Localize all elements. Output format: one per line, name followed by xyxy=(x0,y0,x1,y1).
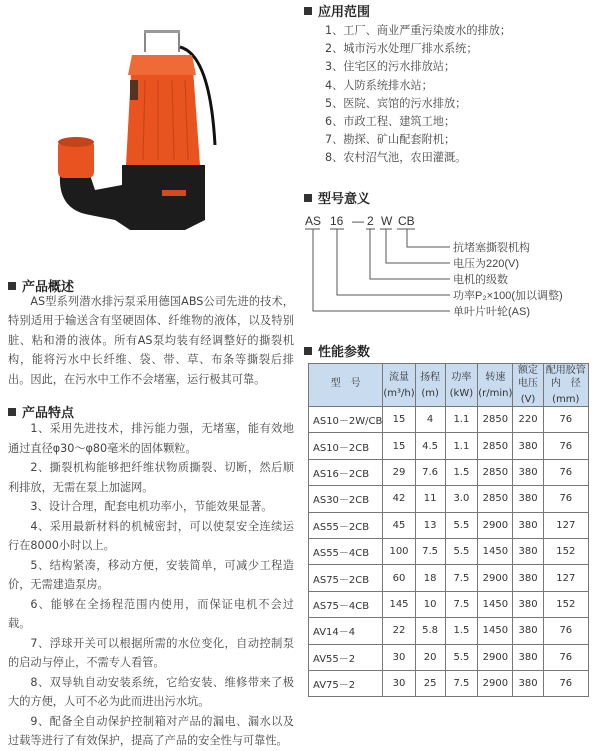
table-cell: 42 xyxy=(383,486,415,512)
table-cell: 152 xyxy=(543,591,588,617)
table-row xyxy=(309,618,589,644)
column-header-name: 扬程 xyxy=(420,371,441,383)
table-row xyxy=(309,433,589,459)
table-cell: 4 xyxy=(415,407,445,433)
table-cell: 5.5 xyxy=(445,644,478,670)
table-cell: 5.5 xyxy=(445,512,478,538)
feature-item: 9、配备全自动保护控制箱对产品的漏电、漏水以及过载等进行了有效保护，提高了产品的安全性与可靠性。 xyxy=(8,714,294,747)
table-cell: 5.8 xyxy=(415,618,445,644)
code-part: W xyxy=(381,214,393,228)
table-cell: 127 xyxy=(543,565,588,591)
table-row xyxy=(309,459,589,485)
table-cell: 3.0 xyxy=(445,486,478,512)
table-row xyxy=(309,644,589,670)
table-cell: 380 xyxy=(513,591,543,617)
table-cell: 4.5 xyxy=(415,433,445,459)
column-header xyxy=(513,364,543,407)
features-heading: 产品特点 xyxy=(8,402,74,421)
table-cell: 1450 xyxy=(478,538,513,564)
table-cell: 10 xyxy=(415,591,445,617)
model-cell: AV14－4 xyxy=(309,618,383,644)
application-item: 1、工厂、商业严重污染废水的排放； xyxy=(325,24,512,37)
square-bullet-icon xyxy=(8,408,16,416)
applications-heading: 应用范围 xyxy=(304,1,370,20)
table-cell: 2900 xyxy=(478,565,513,591)
square-bullet-icon xyxy=(304,347,312,355)
application-item: 5、医院、宾馆的污水排放； xyxy=(325,96,467,110)
table-cell: 76 xyxy=(543,486,588,512)
applications-list xyxy=(325,22,511,168)
table-cell: 29 xyxy=(383,459,415,485)
table-row xyxy=(309,538,589,564)
application-item: 4、人防系统排水站； xyxy=(325,78,433,92)
table-cell: 30 xyxy=(383,670,415,696)
column-header xyxy=(478,364,513,407)
table-row xyxy=(309,670,589,696)
table-cell: 380 xyxy=(513,565,543,591)
application-item: 2、城市污水处理厂排水系统； xyxy=(325,42,478,56)
column-header-unit: (V) xyxy=(520,394,536,405)
column-header-name: 流量 xyxy=(389,371,409,383)
column-header-name: 配用胶管内 径 xyxy=(545,365,586,389)
table-cell: 76 xyxy=(543,618,588,644)
table-cell: 1450 xyxy=(478,591,513,617)
code-part: 2 xyxy=(367,214,374,228)
performance-table xyxy=(308,363,589,697)
column-header xyxy=(445,364,478,407)
table-cell: 145 xyxy=(383,591,415,617)
code-part: AS xyxy=(305,214,322,228)
feature-item: 8、双导轨自动安装系统，它给安装、维修带来了极大的方便，人可不必为此而进出污水坑。 xyxy=(8,675,294,708)
table-cell: 1450 xyxy=(478,618,513,644)
feature-item: 1、采用先进技术，排污能力强，无堵塞，能有效地通过直径φ30～φ80毫米的固体颗粒。 xyxy=(8,422,294,455)
column-header-name: 转速 xyxy=(485,371,506,383)
model-cell: AS55－2CB xyxy=(309,512,383,538)
column-header-name: 型 号 xyxy=(330,378,361,389)
column-header-name: 功率 xyxy=(451,371,472,383)
overview-heading: 产品概述 xyxy=(8,276,74,295)
application-item: 6、市政工程、建筑工地； xyxy=(325,115,456,129)
table-cell: 2900 xyxy=(478,644,513,670)
table-row xyxy=(309,565,589,591)
code-label: 功率P₂×100(加以调整) xyxy=(453,290,563,302)
square-bullet-icon xyxy=(8,282,16,290)
table-cell: 2900 xyxy=(478,670,513,696)
table-cell: 76 xyxy=(543,459,588,485)
table-cell: 76 xyxy=(543,670,588,696)
feature-item: 2、撕裂机构能够把纤维状物质撕裂、切断，然后顺利排放，无需在泵上加滤网。 xyxy=(8,461,294,494)
table-cell: 76 xyxy=(543,433,588,459)
square-bullet-icon xyxy=(304,7,312,15)
column-header xyxy=(309,364,383,407)
table-row xyxy=(309,512,589,538)
table-cell: 15 xyxy=(383,433,415,459)
table-cell: 2850 xyxy=(478,433,513,459)
model-cell: AS55－4CB xyxy=(309,538,383,564)
feature-item: 4、采用最新材料的机械密封，可以使泵安全连续运行在8000小时以上。 xyxy=(8,519,294,552)
table-cell: 380 xyxy=(513,512,543,538)
feature-item: 6、能够在全扬程范围内使用，而保证电机不会过载。 xyxy=(8,597,294,630)
column-header-unit: (m³/h) xyxy=(383,387,415,399)
table-cell: 380 xyxy=(513,618,543,644)
table-cell: 1.1 xyxy=(445,407,478,433)
table-row xyxy=(309,486,589,512)
column-header xyxy=(383,364,415,407)
feature-item: 3、设计合理，配套电机功率小，节能效果显著。 xyxy=(30,500,273,513)
table-cell: 100 xyxy=(383,538,415,564)
table-cell: 1.5 xyxy=(445,459,478,485)
feature-item: 7、浮球开关可以根据所需的水位变化，自动控制泵的启动与停止，不需专人看管。 xyxy=(8,636,294,669)
table-cell: 25 xyxy=(415,670,445,696)
model-cell: AS10－2CB xyxy=(309,433,383,459)
code-label: 单叶片叶轮(AS) xyxy=(453,306,530,318)
table-cell: 18 xyxy=(415,565,445,591)
table-cell: 2850 xyxy=(478,486,513,512)
table-cell: 2850 xyxy=(478,407,513,433)
table-cell: 1.1 xyxy=(445,433,478,459)
feature-item: 5、结构紧凑，移动方便，安装简单，可减少工程造价，无需建造泵房。 xyxy=(8,558,294,591)
model-code-diagram xyxy=(300,205,600,325)
table-row xyxy=(309,407,589,433)
table-cell: 2850 xyxy=(478,459,513,485)
column-header xyxy=(415,364,445,407)
table-header-row xyxy=(309,364,589,407)
table-cell: 15 xyxy=(383,407,415,433)
table-cell: 380 xyxy=(513,459,543,485)
model-cell: AS16－2CB xyxy=(309,459,383,485)
table-cell: 13 xyxy=(415,512,445,538)
table-cell: 45 xyxy=(383,512,415,538)
table-cell: 1.5 xyxy=(445,618,478,644)
code-part: — xyxy=(352,214,364,228)
table-cell: 127 xyxy=(543,512,588,538)
model-meaning-heading: 型号意义 xyxy=(304,188,370,207)
features-list xyxy=(8,419,294,751)
table-cell: 76 xyxy=(543,644,588,670)
table-cell: 5.5 xyxy=(445,538,478,564)
table-cell: 7.6 xyxy=(415,459,445,485)
column-header-unit: (kW) xyxy=(449,387,474,399)
table-cell: 76 xyxy=(543,407,588,433)
code-part: CB xyxy=(398,214,415,228)
table-cell: 2900 xyxy=(478,512,513,538)
model-cell: AS30－2CB xyxy=(309,486,383,512)
table-cell: 11 xyxy=(415,486,445,512)
model-cell: AS10－2W/CB xyxy=(309,407,383,433)
table-cell: 380 xyxy=(513,538,543,564)
column-header-unit: (m) xyxy=(421,387,439,399)
table-cell: 60 xyxy=(383,565,415,591)
table-row xyxy=(309,591,589,617)
performance-heading: 性能参数 xyxy=(304,341,370,360)
table-cell: 220 xyxy=(513,407,543,433)
application-item: 3、住宅区的污水排放站； xyxy=(325,60,456,74)
column-header-unit: (mm) xyxy=(552,394,580,405)
model-cell: AS75－2CB xyxy=(309,565,383,591)
table-cell: 22 xyxy=(383,618,415,644)
column-header-name: 额定电压 xyxy=(518,365,539,389)
column-header-unit: (r/min) xyxy=(478,387,513,399)
overview-paragraph: AS型系列潜水排污泵采用德国ABS公司先进的技术，特别适用于输送含有坚硬固体、纤维物的液体，以及特别脏、粘和滑的液体。所有AS泵均装有经调整好的撕裂机构，能将污水中长纤维、袋、带、草、布条等撕裂后排出。因此，在污水中工作不会堵塞，运行极其可靠。 xyxy=(8,295,294,386)
application-item: 8、农村沼气池，农田灌溉。 xyxy=(325,151,467,165)
table-cell: 152 xyxy=(543,538,588,564)
code-label: 电压为220(V) xyxy=(453,258,520,270)
code-label: 抗堵塞撕裂机构 xyxy=(453,242,530,254)
table-cell: 380 xyxy=(513,670,543,696)
table-cell: 20 xyxy=(415,644,445,670)
column-header xyxy=(543,364,588,407)
table-cell: 380 xyxy=(513,644,543,670)
table-cell: 380 xyxy=(513,486,543,512)
table-cell: 7.5 xyxy=(445,670,478,696)
application-item: 7、勘探、矿山配套附机； xyxy=(325,133,456,147)
table-cell: 30 xyxy=(383,644,415,670)
square-bullet-icon xyxy=(304,194,312,202)
table-cell: 7.5 xyxy=(415,538,445,564)
code-part: 16 xyxy=(330,214,344,228)
table-cell: 380 xyxy=(513,433,543,459)
table-cell: 7.5 xyxy=(445,565,478,591)
code-label: 电机的级数 xyxy=(453,274,508,286)
model-cell: AV55－2 xyxy=(309,644,383,670)
model-cell: AS75－4CB xyxy=(309,591,383,617)
table-cell: 7.5 xyxy=(445,591,478,617)
model-cell: AV75－2 xyxy=(309,670,383,696)
pump-photo xyxy=(50,25,220,235)
